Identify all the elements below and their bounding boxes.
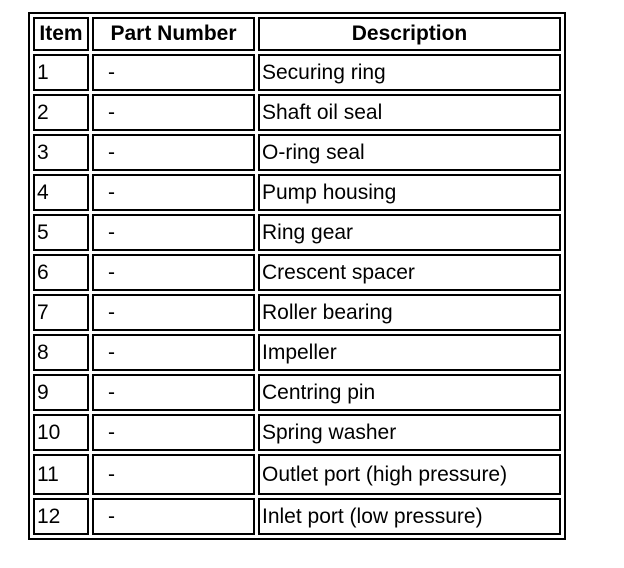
part-number-cell: - bbox=[92, 294, 255, 331]
table-row bbox=[33, 174, 561, 211]
description-cell: Roller bearing bbox=[258, 294, 561, 331]
item-cell: 7 bbox=[33, 294, 89, 331]
table-body bbox=[33, 54, 561, 535]
table-row bbox=[33, 454, 561, 495]
table-row bbox=[33, 294, 561, 331]
part-number-cell: - bbox=[92, 374, 255, 411]
description-cell: Inlet port (low pressure) bbox=[258, 498, 561, 535]
part-number-cell: - bbox=[92, 54, 255, 91]
item-cell: 1 bbox=[33, 54, 89, 91]
description-cell: Centring pin bbox=[258, 374, 561, 411]
part-number-cell: - bbox=[92, 454, 255, 495]
item-cell: 3 bbox=[33, 134, 89, 171]
table-row bbox=[33, 254, 561, 291]
table-row bbox=[33, 94, 561, 131]
header-description: Description bbox=[258, 17, 561, 51]
description-cell: Securing ring bbox=[258, 54, 561, 91]
part-number-cell: - bbox=[92, 254, 255, 291]
part-number-cell: - bbox=[92, 414, 255, 451]
table-row bbox=[33, 134, 561, 171]
description-cell: Pump housing bbox=[258, 174, 561, 211]
header-part-number: Part Number bbox=[92, 17, 255, 51]
description-cell: Crescent spacer bbox=[258, 254, 561, 291]
table-header bbox=[33, 17, 561, 51]
parts-table bbox=[28, 12, 566, 540]
item-cell: 5 bbox=[33, 214, 89, 251]
table-row bbox=[33, 374, 561, 411]
description-cell: Ring gear bbox=[258, 214, 561, 251]
item-cell: 8 bbox=[33, 334, 89, 371]
header-row bbox=[33, 17, 561, 51]
part-number-cell: - bbox=[92, 498, 255, 535]
part-number-cell: - bbox=[92, 94, 255, 131]
part-number-cell: - bbox=[92, 174, 255, 211]
description-cell: Outlet port (high pressure) bbox=[258, 454, 561, 495]
description-cell: O-ring seal bbox=[258, 134, 561, 171]
item-cell: 10 bbox=[33, 414, 89, 451]
part-number-cell: - bbox=[92, 334, 255, 371]
item-cell: 4 bbox=[33, 174, 89, 211]
description-cell: Impeller bbox=[258, 334, 561, 371]
table-row bbox=[33, 334, 561, 371]
part-number-cell: - bbox=[92, 214, 255, 251]
item-cell: 9 bbox=[33, 374, 89, 411]
table-row bbox=[33, 498, 561, 535]
table-row bbox=[33, 214, 561, 251]
table-row bbox=[33, 414, 561, 451]
item-cell: 12 bbox=[33, 498, 89, 535]
item-cell: 6 bbox=[33, 254, 89, 291]
part-number-cell: - bbox=[92, 134, 255, 171]
item-cell: 11 bbox=[33, 454, 89, 495]
description-cell: Spring washer bbox=[258, 414, 561, 451]
header-item: Item bbox=[33, 17, 89, 51]
description-cell: Shaft oil seal bbox=[258, 94, 561, 131]
item-cell: 2 bbox=[33, 94, 89, 131]
table-row bbox=[33, 54, 561, 91]
